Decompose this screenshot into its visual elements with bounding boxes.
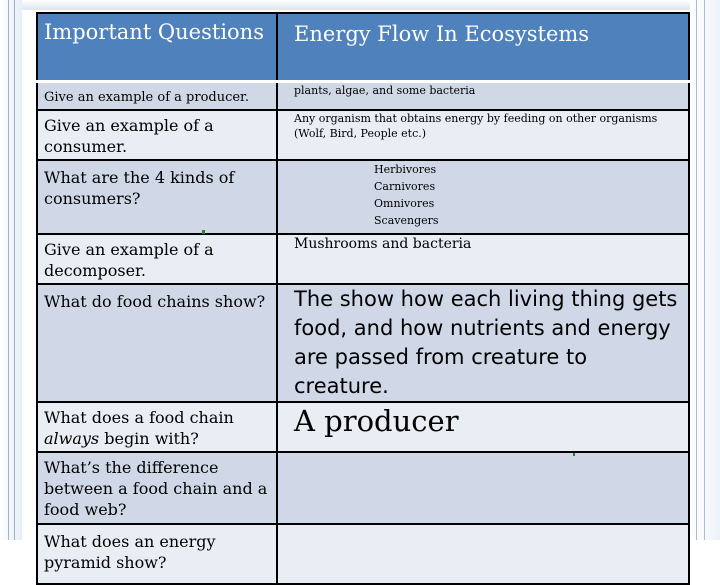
- table-header-row: [37, 13, 689, 82]
- question-consumer: Give an example of a consumer.: [37, 110, 277, 160]
- table-row: [37, 452, 689, 524]
- table-row: [37, 524, 689, 584]
- table-row: [37, 234, 689, 284]
- question-energy-pyramid: What does an energy pyramid show?: [37, 524, 277, 584]
- answer-chain-vs-web: [277, 452, 689, 524]
- question-food-chains: What do food chains show?: [37, 284, 277, 402]
- green-speck: [573, 453, 575, 456]
- question-producer: Give an example of a producer.: [37, 82, 277, 110]
- answer-food-chains: The show how each living thing gets food, and how nutrients and energy are passed from creature to creature.: [277, 284, 689, 402]
- answer-energy-pyramid: [277, 524, 689, 584]
- question-emphasis: always: [44, 428, 100, 448]
- answer-consumer: Any organism that obtains energy by feeding on other organisms (Wolf, Bird, People etc.): [277, 110, 689, 160]
- question-text: begin with?: [99, 428, 199, 448]
- list-item: Carnivores: [374, 179, 436, 193]
- table-row: [37, 160, 689, 234]
- answer-producer: plants, algae, and some bacteria: [277, 82, 689, 110]
- question-text: What does a food chain: [44, 407, 234, 427]
- slide-frame-right: [690, 0, 720, 540]
- table-row: [37, 402, 689, 452]
- list-item: Scavengers: [374, 213, 439, 227]
- frame-line: [14, 0, 15, 540]
- table-row: [37, 284, 689, 402]
- slide-frame-top: [22, 0, 690, 10]
- table-row: [37, 82, 689, 110]
- slide-frame-left: [0, 0, 22, 540]
- green-speck: [202, 230, 205, 234]
- answer-consumer-kinds: [277, 160, 689, 234]
- list-item: Herbivores: [374, 162, 437, 176]
- header-topic: Energy Flow In Ecosystems: [277, 13, 689, 82]
- table-row: [37, 110, 689, 160]
- frame-line: [8, 0, 9, 540]
- answer-food-chain-start: A producer: [277, 402, 689, 452]
- questions-table: [36, 12, 690, 585]
- answer-decomposer: Mushrooms and bacteria: [277, 234, 689, 284]
- list-item: Omnivores: [374, 196, 435, 210]
- question-consumer-kinds: What are the 4 kinds of consumers?: [37, 160, 277, 234]
- header-questions: Important Questions: [37, 13, 277, 82]
- question-chain-vs-web: What’s the difference between a food chain and a food web?: [37, 452, 277, 524]
- question-decomposer: Give an example of a decomposer.: [37, 234, 277, 284]
- frame-line: [704, 0, 705, 540]
- question-food-chain-start: [37, 402, 277, 452]
- frame-line: [696, 0, 697, 540]
